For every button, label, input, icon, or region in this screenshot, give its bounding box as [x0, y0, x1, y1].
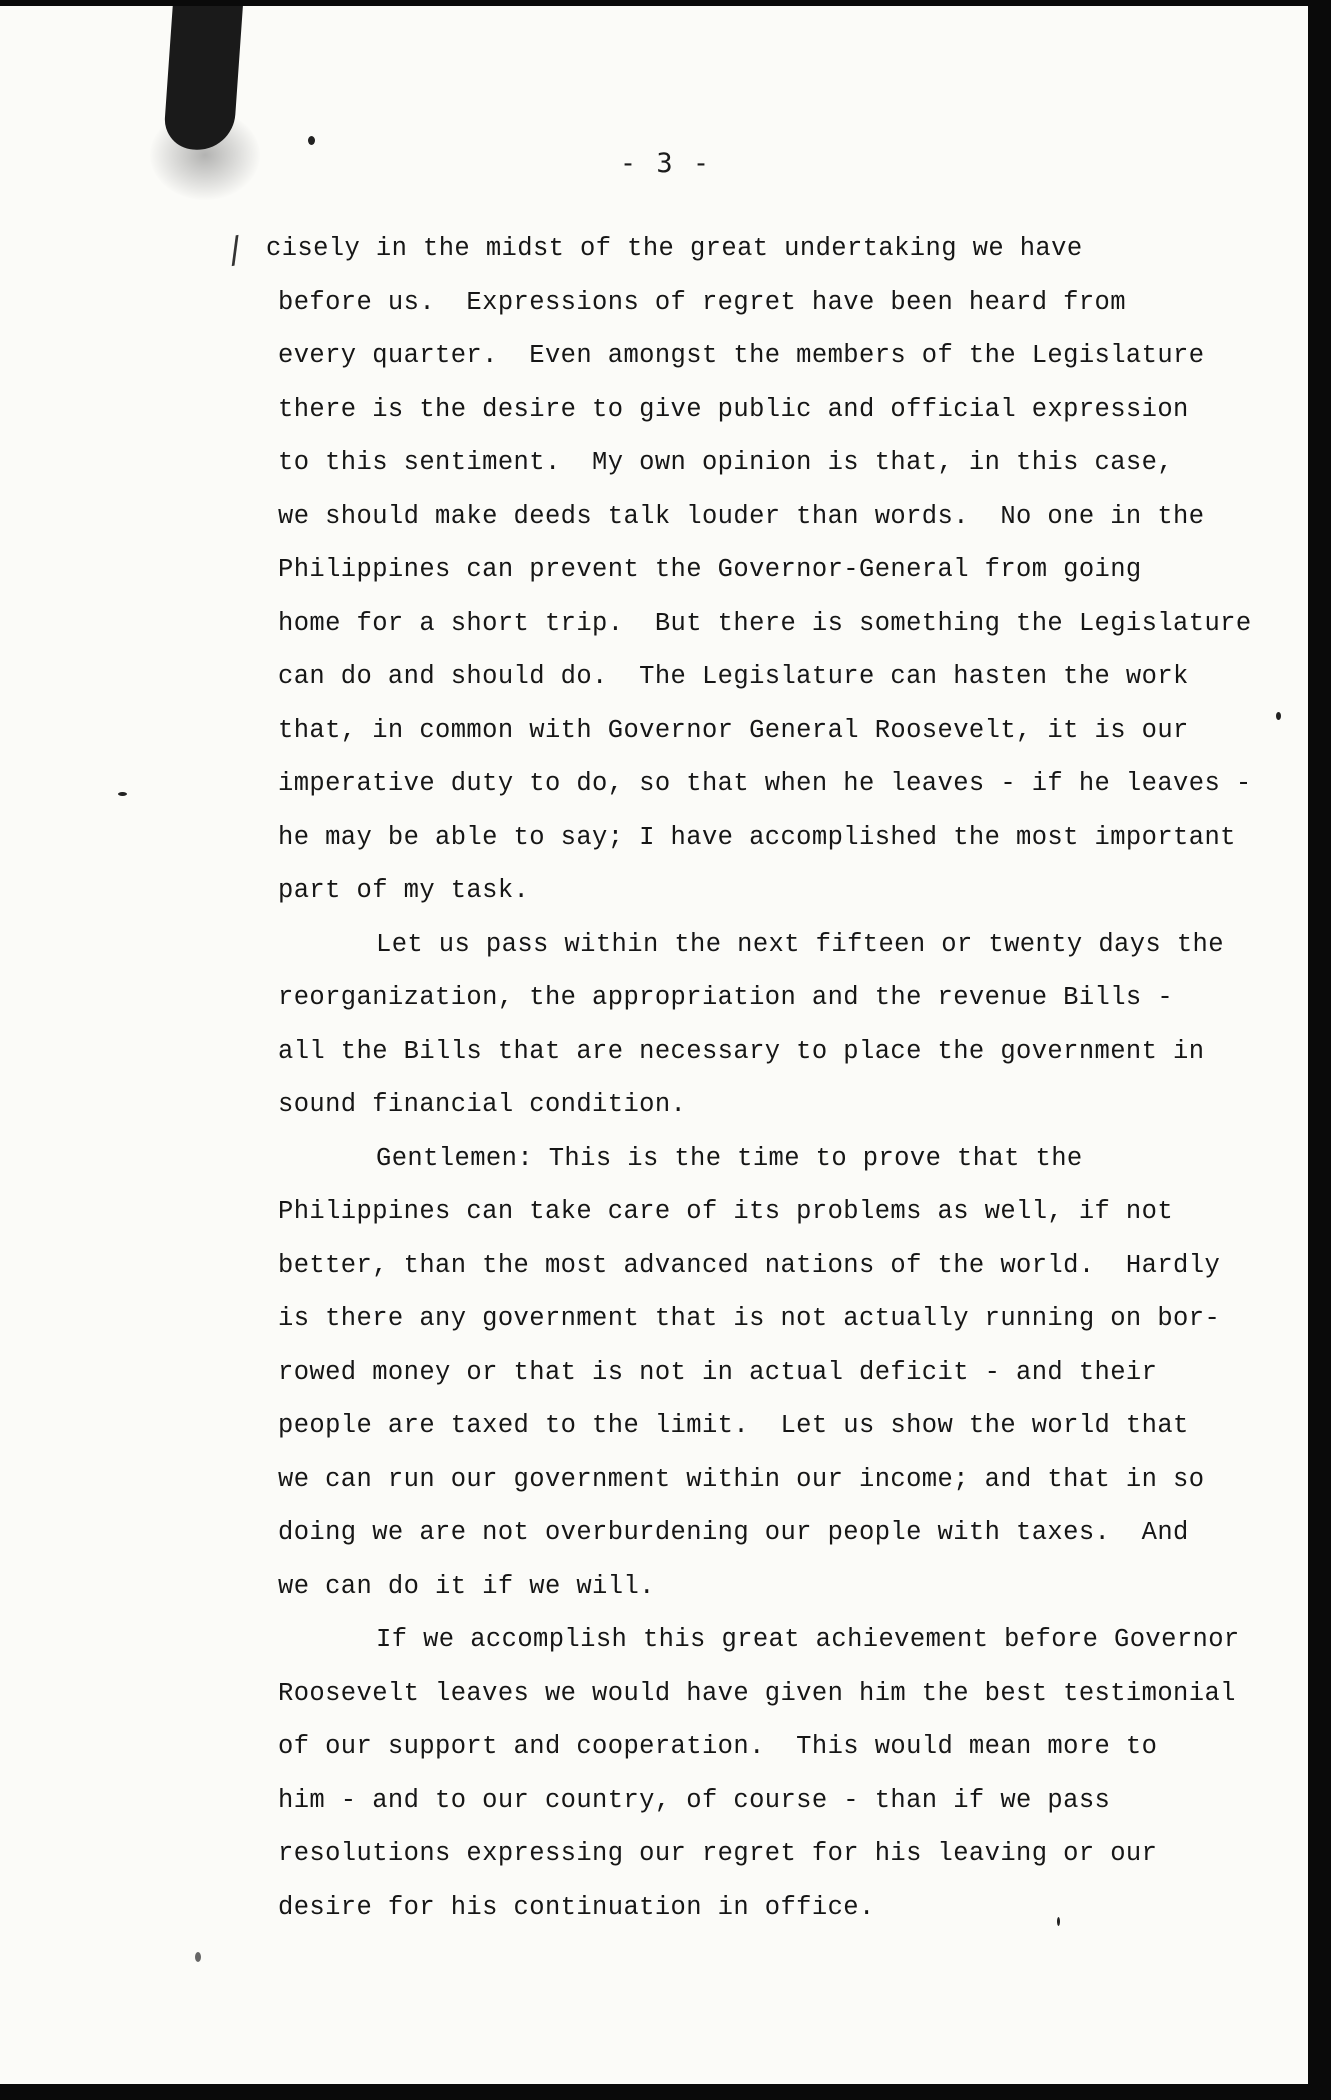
- scan-border-top: [0, 0, 1331, 6]
- text-line: Roosevelt leaves we would have given him the best testimonial: [278, 1678, 1236, 1708]
- text-line: is there any government that is not actually running on bor-: [278, 1304, 1221, 1333]
- text-line: we can run our government within our income; and that in so: [278, 1464, 1205, 1494]
- speck-mark: [118, 792, 127, 796]
- text-line: we should make deeds talk louder than words. No one in the: [278, 501, 1205, 531]
- page-number: - 3 -: [619, 148, 712, 179]
- text-line: better, than the most advanced nations of the world. Hardly: [278, 1250, 1221, 1280]
- text-line: to this sentiment. My own opinion is that, in this case,: [278, 448, 1174, 477]
- document-body: [266, 222, 1278, 1934]
- text-line: he may be able to say; I have accomplished the most important: [278, 822, 1236, 852]
- paragraph-start-line: Let us pass within the next fifteen or twenty days the: [376, 929, 1224, 959]
- text-line: doing we are not overburdening our people with taxes. And: [278, 1518, 1189, 1547]
- text-line: of our support and cooperation. This would mean more to: [278, 1732, 1158, 1761]
- speck-mark: [308, 136, 315, 145]
- paragraph-start-line: If we accomplish this great achievement before Governor: [376, 1625, 1240, 1654]
- text-line: there is the desire to give public and official expression: [278, 394, 1189, 424]
- speck-mark: [195, 1952, 201, 1962]
- margin-pencil-mark: /: [225, 229, 245, 272]
- text-line: home for a short trip. But there is something the Legislature: [278, 608, 1252, 638]
- text-line: imperative duty to do, so that when he leaves - if he leaves -: [278, 769, 1252, 798]
- text-line: resolutions expressing our regret for his leaving or our: [278, 1839, 1158, 1868]
- text-line: all the Bills that are necessary to place the government in: [278, 1036, 1205, 1066]
- text-line: Philippines can prevent the Governor-General from going: [278, 555, 1142, 584]
- text-line: cisely in the midst of the great undertaking we have: [266, 234, 1083, 263]
- text-line: reorganization, the appropriation and the revenue Bills -: [278, 983, 1174, 1012]
- text-line: can do and should do. The Legislature can hasten the work: [278, 662, 1189, 691]
- text-line: that, in common with Governor General Roosevelt, it is our: [278, 715, 1189, 745]
- text-line: before us. Expressions of regret have been heard from: [278, 287, 1126, 317]
- scan-border-right: [1308, 0, 1331, 2100]
- text-line: rowed money or that is not in actual deficit - and their: [278, 1357, 1158, 1387]
- paragraph-start-line: Gentlemen: This is the time to prove that the: [376, 1143, 1083, 1173]
- text-line: sound financial condition.: [278, 1090, 687, 1119]
- text-line: Philippines can take care of its problems as well, if not: [278, 1197, 1174, 1226]
- text-line: we can do it if we will.: [278, 1571, 655, 1601]
- torn-corner: [163, 0, 243, 152]
- text-line: people are taxed to the limit. Let us show the world that: [278, 1411, 1189, 1440]
- text-line: him - and to our country, of course - than if we pass: [278, 1785, 1111, 1815]
- text-line: every quarter. Even amongst the members of the Legislature: [278, 341, 1205, 370]
- text-line: part of my task.: [278, 876, 530, 905]
- text-line: desire for his continuation in office.: [278, 1892, 875, 1922]
- scan-border-bottom: [0, 2084, 1331, 2100]
